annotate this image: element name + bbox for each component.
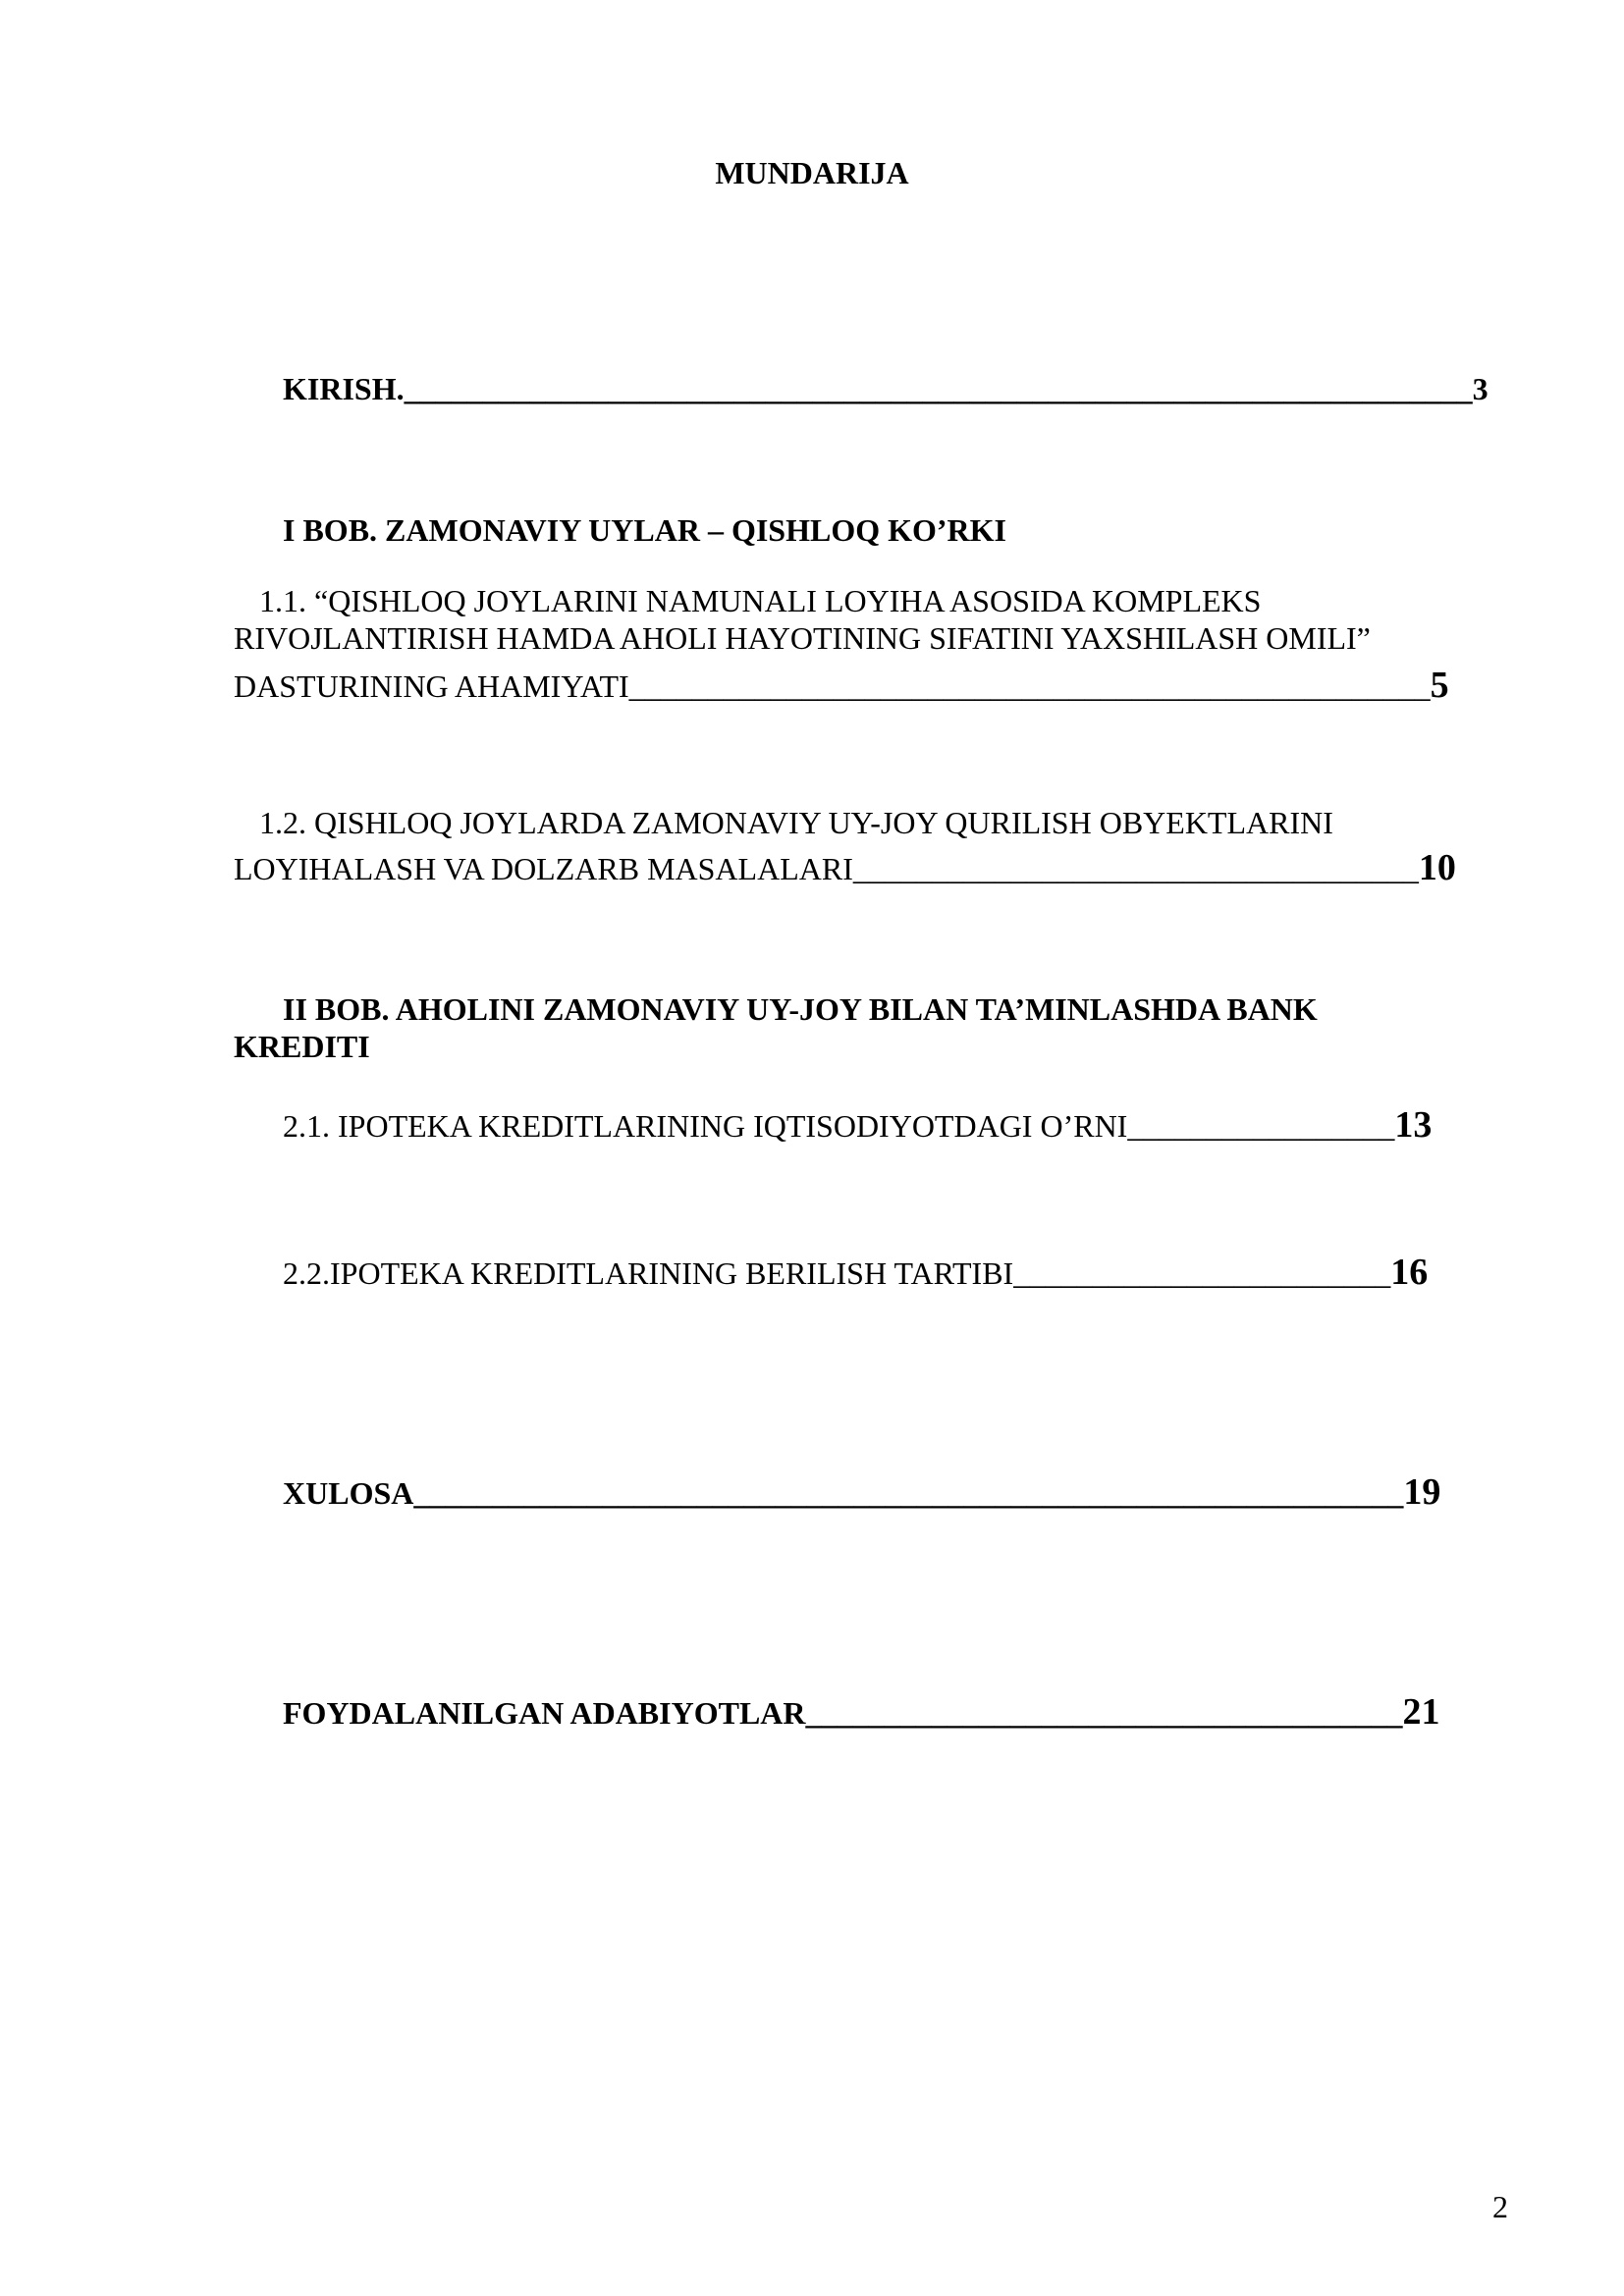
toc-leader: ____________________________________________________________________ <box>404 371 1473 406</box>
toc-entry-line: 1.1. “QISHLOQ JOYLARINI NAMUNALI LOYIHA ASOSIDA KOMPLEKS <box>259 583 1262 618</box>
toc-page-number: 16 <box>1390 1252 1429 1293</box>
toc-leader: ___________________________________________________ <box>628 668 1431 704</box>
toc-entry-label: KIRISH. <box>283 371 405 406</box>
toc-entry-xulosa[interactable] <box>283 1472 1440 1513</box>
toc-leader: ____________________________________ <box>852 851 1419 886</box>
toc-leader: _______________________________________________________________ <box>413 1475 1404 1511</box>
toc-page-number: 13 <box>1394 1104 1433 1146</box>
toc-chapter-label: I BOB. ZAMONAVIY UYLAR – QISHLOQ KO’RKI <box>283 512 1006 548</box>
toc-page-number: 3 <box>1472 371 1489 406</box>
toc-entry-adabiyotlar[interactable] <box>283 1692 1440 1733</box>
toc-leader: ________________________ <box>1013 1255 1391 1291</box>
toc-entry-label: LOYIHALASH VA DOLZARB MASALALARI <box>234 851 853 886</box>
toc-entry-label: DASTURINING AHAMIYATI <box>234 668 629 704</box>
toc-leader: ______________________________________ <box>805 1695 1403 1731</box>
toc-entry-label: FOYDALANILGAN ADABIYOTLAR <box>283 1695 806 1731</box>
toc-page-number: 5 <box>1430 665 1449 706</box>
toc-entry-label: XULOSA <box>283 1475 414 1511</box>
toc-entry-2-1[interactable] <box>283 1105 1432 1146</box>
page-title: MUNDARIJA <box>715 155 909 190</box>
toc-chapter-label: II BOB. AHOLINI ZAMONAVIY UY-JOY BILAN TA’MINLASHDA BANK <box>283 991 1318 1027</box>
toc-chapter-1[interactable] <box>283 510 1006 550</box>
toc-page-number: 19 <box>1403 1471 1441 1513</box>
toc-entry-line-last <box>234 666 1449 706</box>
toc-entry-line: 1.2. QISHLOQ JOYLARDA ZAMONAVIY UY-JOY QURILISH OBYEKTLARINI <box>259 805 1333 840</box>
toc-entry-label: 2.2.IPOTEKA KREDITLARINING BERILISH TARTIBI <box>283 1255 1014 1291</box>
toc-entry-line-last <box>234 848 1456 888</box>
toc-page-number: 21 <box>1402 1691 1440 1733</box>
toc-entry-kirish[interactable] <box>283 369 1489 408</box>
toc-leader: _________________ <box>1127 1108 1395 1144</box>
toc-entry-2-2[interactable] <box>283 1253 1428 1293</box>
toc-chapter-label-cont: KREDITI <box>234 1029 370 1064</box>
toc-page-number: 10 <box>1418 847 1456 888</box>
toc-entry-line: RIVOJLANTIRISH HAMDA AHOLI HAYOTINING SIFATINI YAXSHILASH OMILI” <box>234 620 1371 656</box>
page-number: 2 <box>1492 2189 1508 2224</box>
toc-entry-label: 2.1. IPOTEKA KREDITLARINING IQTISODIYOTDAGI O’RNI <box>283 1108 1128 1144</box>
